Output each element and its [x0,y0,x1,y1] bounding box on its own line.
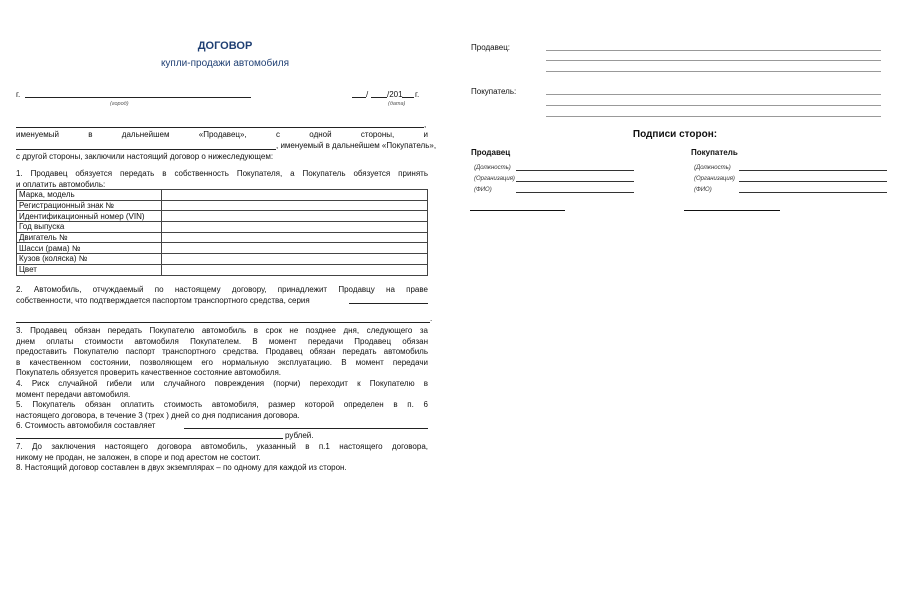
seller-details-line-3[interactable] [546,71,881,72]
year-prefix: /201 [387,90,403,99]
clause-line: предоставить Покупателю паспорт транспортного средства. Продавец обязан передать автомобиль [16,347,428,356]
table-cell-value[interactable] [162,200,428,211]
table-cell-label: Цвет [17,264,162,275]
word: дальнейшем [121,130,170,139]
document-title: ДОГОВОР [197,40,253,52]
clause-line: 8. Настоящий договор составлен в двух экземплярах – по одному для каждой из сторон. [16,463,347,472]
price-field[interactable] [184,428,428,429]
clause-6: 6. Стоимость автомобиля составляет [16,421,156,430]
comma-mark: , [424,120,427,129]
buyer-details-line-2[interactable] [546,105,881,106]
clause-line: 5. Покупатель обязан оплатить стоимость автомобиля, размер которой определен в п. 6 [16,400,428,409]
buyer-details-line-1[interactable] [546,94,881,95]
clause-line: никому не продан, не заложен, в споре и под арестом не состоит. [16,452,261,462]
clause-line: настоящего договора, в течение 3 (трех ) дней со дня подписания договора. [16,410,300,420]
clause-line: собственности, что подтверждается паспортом транспортного средства, серия [16,295,310,305]
buyer-signature-line[interactable] [684,210,780,211]
seller-position-field[interactable] [516,170,634,171]
city-prefix: г. [16,90,21,99]
table-row [17,264,428,275]
table-cell-label: Регистрационный знак № [17,200,162,211]
word: с [275,130,280,139]
clause-line: 7. До заключения настоящего договора автомобиль, указанный в п.1 настоящего договора, [16,442,428,451]
seller-fio-label: (ФИО) [474,187,492,193]
date-slash: / [366,90,369,99]
seller-name-field[interactable] [16,127,424,128]
seller-organization-label: (Организация) [474,176,515,182]
city-field[interactable] [25,97,251,98]
clause-7 [16,442,428,463]
table-row [17,232,428,243]
table-cell-label: Шасси (рама) № [17,243,162,254]
clause-line: 3. Продавец обязан передать Покупателю автомобиль в срок не позднее дня, следующего за [16,326,428,335]
buyer-label: Покупатель: [471,87,517,96]
seller-details-line-2[interactable] [546,60,881,61]
month-field[interactable] [371,97,387,98]
table-cell-label: Год выпуска [17,222,162,233]
table-cell-label: Марка, модель [17,190,162,201]
document-subtitle: купли-продажи автомобиля [160,58,290,69]
word: именуемый [16,130,59,139]
passport-details-field[interactable] [16,322,430,323]
clause-4 [16,379,428,400]
clause-1 [16,169,428,190]
table-cell-value[interactable] [162,211,428,222]
clause-line: 1. Продавец обязуется передать в собственность Покупателя, а Покупатель обязуется принять [16,169,428,178]
clause-line: 4. Риск случайной гибели или случайного повреждения (порчи) переходит к Покупателю в [16,379,428,388]
buyer-name-field[interactable] [16,149,276,150]
currency-label: рублей. [285,431,314,440]
end-mark: . [430,314,433,323]
clause-8 [16,463,428,474]
seller-signature-line[interactable] [470,210,565,211]
clause-line: Покупатель обязуется проверить качественное состояние автомобиля. [16,368,282,377]
seller-signature-heading: Продавец [471,148,511,157]
seller-designation [16,130,428,140]
table-row [17,200,428,211]
clause-3 [16,326,428,379]
buyer-organization-field[interactable] [739,181,887,182]
table-row [17,190,428,201]
vehicle-details-table [16,189,428,276]
passport-series-field[interactable] [349,303,428,304]
table-cell-value[interactable] [162,254,428,265]
clause-line: в качественном состоянии, позволяющем его нормальную эксплуатацию. В момент передачи [16,357,428,367]
clause-line: 2. Автомобиль, отчуждаемый по настоящему договору, принадлежит Продавцу на праве [16,285,428,294]
parties-closing: с другой стороны, заключили настоящий договор о нижеследующем: [16,152,274,161]
seller-fio-field[interactable] [516,192,634,193]
year-suffix: г. [415,90,420,99]
table-row [17,211,428,222]
table-row [17,222,428,233]
contract-page-right [450,0,900,600]
price-words-field[interactable] [16,438,283,439]
seller-label: Продавец: [471,43,511,52]
clause-line: днем оплаты стоимости автомобиля Покупателем. В момент передачи Продавец обязан [16,336,428,346]
buyer-signature-heading: Покупатель [691,148,738,157]
clause-line: момент передачи автомобиля. [16,389,131,399]
table-row [17,254,428,265]
table-cell-value[interactable] [162,243,428,254]
buyer-details-line-3[interactable] [546,116,881,117]
word: «Продавец», [198,130,247,139]
table-cell-label: Кузов (коляска) № [17,254,162,265]
buyer-fio-label: (ФИО) [694,187,712,193]
buyer-designation: , именуемый в дальнейшем «Покупатель», [276,141,437,150]
seller-organization-field[interactable] [516,181,634,182]
table-cell-label: Двигатель № [17,232,162,243]
clause-5 [16,400,428,421]
table-cell-value[interactable] [162,222,428,233]
word: одной [309,130,332,139]
word: в [88,130,93,139]
day-field[interactable] [352,97,366,98]
year-field[interactable] [402,97,414,98]
city-hint: (город) [110,101,129,107]
table-row [17,243,428,254]
buyer-position-label: (Должность) [694,165,731,171]
table-cell-label: Идентификационный номер (VIN) [17,211,162,222]
word: стороны, [360,130,395,139]
date-hint: (дата) [388,101,406,107]
table-cell-value[interactable] [162,264,428,275]
seller-details-line-1[interactable] [546,50,881,51]
seller-position-label: (Должность) [474,165,511,171]
table-cell-value[interactable] [162,190,428,201]
table-cell-value[interactable] [162,232,428,243]
word: и [423,130,428,139]
buyer-position-field[interactable] [739,170,887,171]
buyer-organization-label: (Организация) [694,176,735,182]
clause-line: и оплатить автомобиль: [16,179,106,189]
signatures-title: Подписи сторон: [632,129,718,140]
buyer-fio-field[interactable] [739,192,887,193]
